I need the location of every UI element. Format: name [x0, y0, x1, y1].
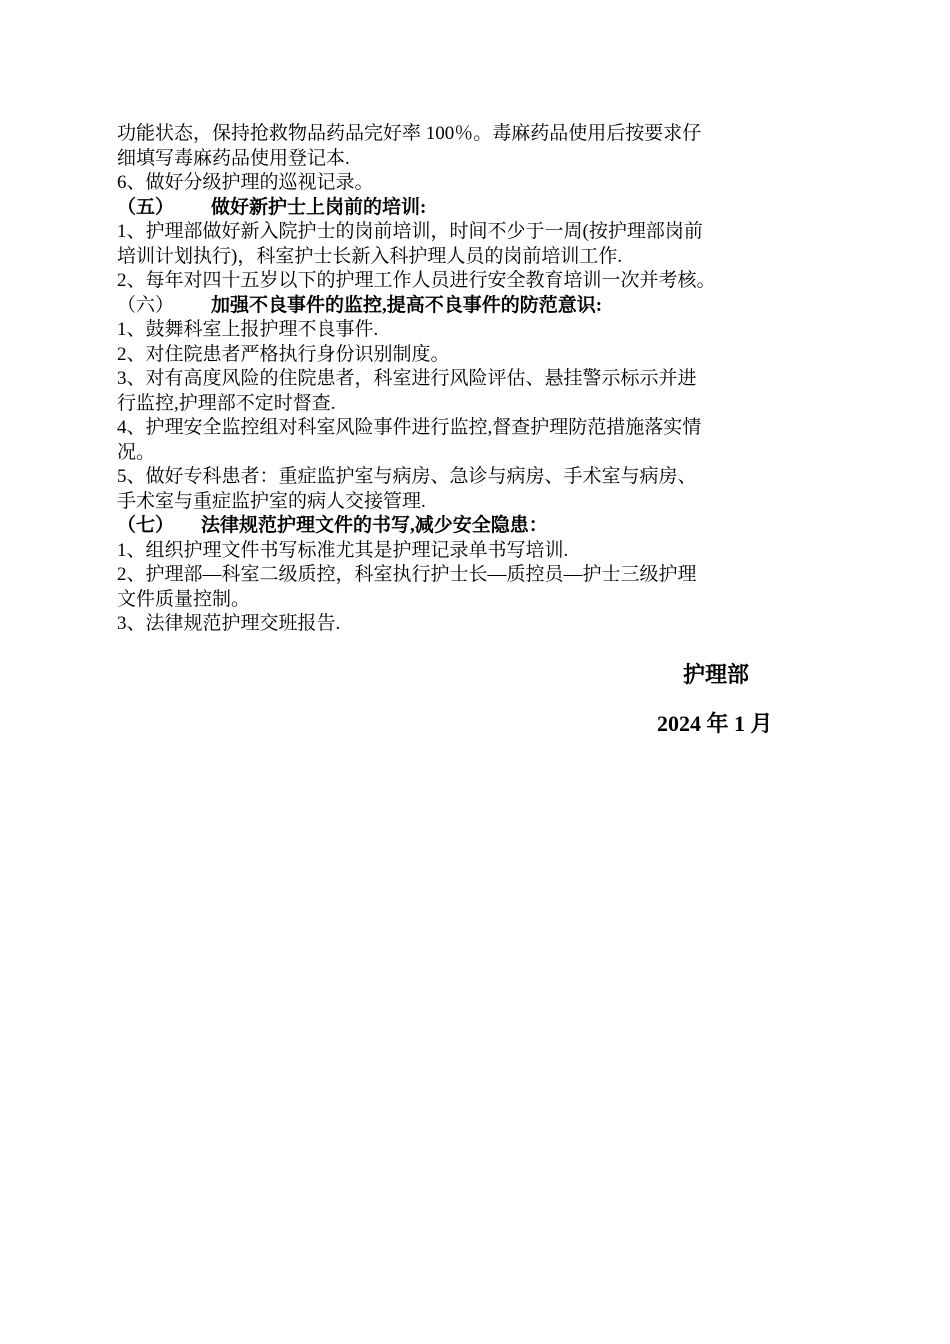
body-line: 手术室与重症监护室的病人交接管理. [117, 490, 426, 512]
body-line: 功能状态，保持抢救物品药品完好率 100％。毒麻药品使用后按要求仔 [117, 123, 702, 144]
body-line: 行监控,护理部不定时督查. [117, 392, 336, 414]
section-heading-7 [117, 514, 817, 539]
body-line: 4、护理安全监控组对科室风险事件进行监控,督查护理防范措施落实情 [117, 417, 702, 438]
signature-date: 2024 年 1 月 [657, 711, 773, 736]
section-heading-6 [117, 294, 817, 319]
body-line: 2、护理部—科室二级质控，科室执行护士长—质控员—护士三级护理 [117, 564, 697, 585]
document-body [117, 122, 817, 637]
body-line: 2、每年对四十五岁以下的护理工作人员进行安全教育培训一次并考核。 [117, 270, 716, 291]
body-line: 细填写毒麻药品使用登记本. [117, 147, 350, 169]
section-number: （五） [117, 196, 175, 218]
section-number: （六） [117, 294, 175, 316]
signature-department: 护理部 [683, 662, 750, 687]
body-line: 1、组织护理文件书写标准尤其是护理记录单书写培训. [117, 539, 569, 561]
body-line: 况。 [117, 441, 156, 463]
body-line: 3、对有高度风险的住院患者，科室进行风险评估、悬挂警示标示并进 [117, 368, 697, 389]
section-title: 做好新护士上岗前的培训: [211, 196, 427, 218]
body-line: 文件质量控制。 [117, 588, 251, 610]
body-line: 2、对住院患者严格执行身份识别制度。 [117, 343, 450, 365]
section-heading-5 [117, 196, 817, 221]
body-line: 6、做好分级护理的巡视记录。 [117, 172, 374, 193]
body-line: 培训计划执行)，科室护士长新入科护理人员的岗前培训工作. [117, 245, 623, 267]
section-number: （七） [117, 515, 175, 536]
body-line: 1、护理部做好新入院护士的岗前培训，时间不少于一周(按护理部岗前 [117, 221, 703, 242]
body-line: 3、法律规范护理交班报告. [117, 613, 341, 634]
body-line: 1、鼓舞科室上报护理不良事件. [117, 319, 379, 340]
body-line: 5、做好专科患者：重症监护室与病房、急诊与病房、手术室与病房、 [117, 466, 697, 487]
section-title: 加强不良事件的监控,提高不良事件的防范意识: [211, 294, 603, 316]
section-title: 法律规范护理文件的书写,减少安全隐患： [201, 515, 548, 536]
